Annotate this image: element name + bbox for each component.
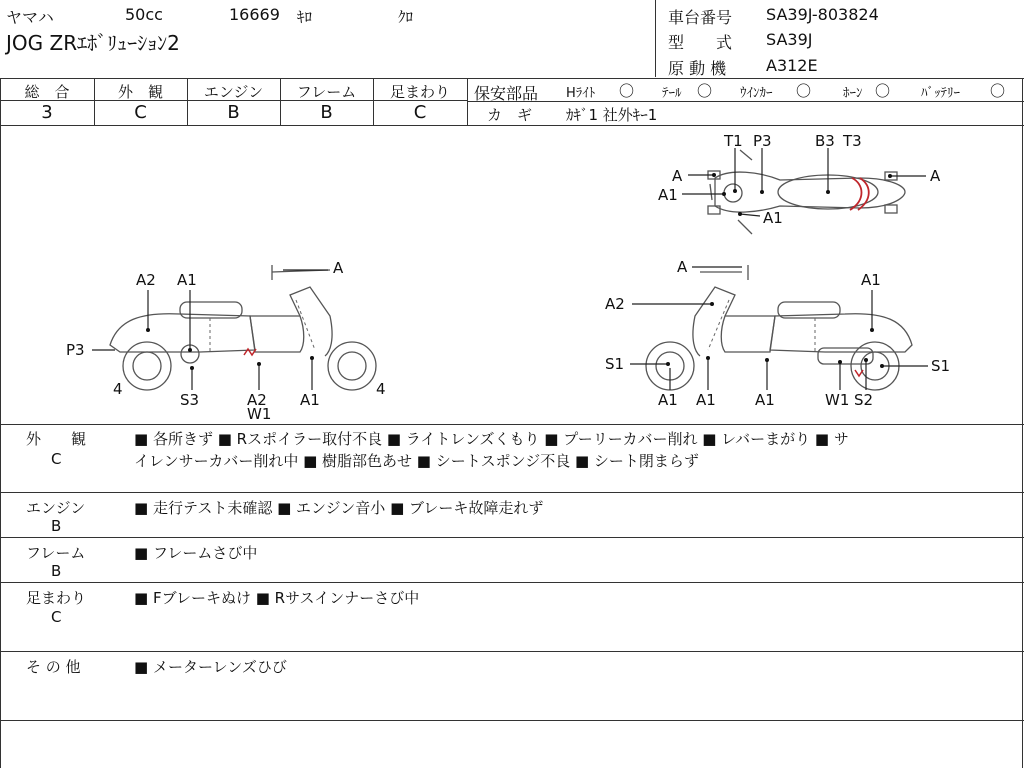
right-side-leaders xyxy=(630,267,928,390)
suspension-grade: C xyxy=(413,102,427,123)
header-divider xyxy=(655,0,656,77)
label-a1-top-lower: A1 xyxy=(763,209,783,227)
remark-frame-label: フレーム xyxy=(26,544,86,562)
grade-row-top-line xyxy=(0,78,1024,79)
engine-grade: B xyxy=(227,102,240,123)
frame-no-label: 車台番号 xyxy=(668,8,733,27)
remark-other-line-1: ■ メーターレンズひび xyxy=(134,658,287,676)
remark-exterior-line-1: ■ 各所きず ■ Rスポイラー取付不良 ■ ライトレンズくもり ■ プーリーカバー削れ ■ レバーまがり ■ サ xyxy=(134,430,849,448)
label-a1-right: A1 xyxy=(861,271,881,289)
remark-suspension-grade: C xyxy=(51,608,62,626)
scooter-damage-diagram xyxy=(0,126,1024,424)
safety-battery: ﾊﾞｯﾃﾘｰ xyxy=(921,86,960,101)
engine-label: 原 動 機 xyxy=(668,59,727,78)
remark-engine-grade: B xyxy=(51,517,62,535)
engine-value: A312E xyxy=(766,56,818,75)
engine-grade-label: エンジン xyxy=(203,83,264,101)
safety-battery-mark: 〇 xyxy=(990,82,1006,100)
label-w1-left: W1 xyxy=(247,405,272,423)
label-a2-right: A2 xyxy=(605,295,625,313)
safety-tail: ﾃｰﾙ xyxy=(662,86,682,101)
label-a1-right-floor: A1 xyxy=(755,391,775,409)
remark-frame-grade: B xyxy=(51,562,62,580)
label-s1-right-rear: S1 xyxy=(931,357,951,375)
label-a1-left: A1 xyxy=(177,271,197,289)
safety-tail-mark: 〇 xyxy=(697,82,713,100)
safety-winker: ｳｲﾝｶｰ xyxy=(740,86,773,101)
type-value: SA39J xyxy=(766,30,813,49)
label-4-left-front: 4 xyxy=(113,380,123,398)
safety-headlight: Hﾗｲﾄ xyxy=(566,86,596,101)
top-view-scooter xyxy=(708,150,905,234)
safety-row-mid-line xyxy=(467,101,1024,102)
label-a2-left: A2 xyxy=(136,271,156,289)
grade-divider xyxy=(467,78,468,125)
remark-suspension-line-1: ■ Fブレーキぬけ ■ Rサスインナーさび中 xyxy=(134,589,420,607)
remark-divider xyxy=(0,537,1024,538)
remark-exterior-label: 外 観 xyxy=(26,430,87,448)
displacement: 50cc xyxy=(125,5,163,24)
frame-left-border xyxy=(0,78,1,768)
label-s2-right: S2 xyxy=(854,391,874,409)
mileage: 16669 xyxy=(229,5,280,24)
suspension-grade-label: 足まわり xyxy=(389,83,450,101)
remark-divider xyxy=(0,492,1024,493)
mileage-unit: ｷﾛ xyxy=(297,8,313,26)
key-label: カ ギ xyxy=(487,106,533,124)
color: ｸﾛ xyxy=(398,8,414,26)
remark-divider xyxy=(0,582,1024,583)
key-value: ｶｷﾞ1 社外ｷｰ1 xyxy=(566,106,658,124)
label-a1-right-mid: A1 xyxy=(696,391,716,409)
label-a2-left-lower: A2 xyxy=(247,391,267,409)
label-p3-left: P3 xyxy=(66,341,85,359)
label-s1-right-front: S1 xyxy=(605,355,625,373)
remark-divider xyxy=(0,720,1024,721)
label-a1-left-lower: A1 xyxy=(300,391,320,409)
remark-exterior-line-2: イレンサーカバー削れ中 ■ 樹脂部色あせ ■ シートスポンジ不良 ■ シート閉まらず xyxy=(134,452,699,470)
type-label: 型 式 xyxy=(668,33,733,52)
safety-winker-mark: 〇 xyxy=(796,82,812,100)
frame-grade-label: フレーム xyxy=(296,83,357,101)
remark-other-label: そ の 他 xyxy=(26,658,81,676)
safety-headlight-mark: 〇 xyxy=(619,82,635,100)
remark-divider xyxy=(0,651,1024,652)
label-t3: T3 xyxy=(843,132,862,150)
label-a-top-right: A xyxy=(930,167,941,185)
label-w1-right: W1 xyxy=(825,391,850,409)
remark-suspension-label: 足まわり xyxy=(26,589,87,607)
label-a-top-left: A xyxy=(672,167,683,185)
remark-exterior-grade: C xyxy=(51,450,62,468)
frame-grade: B xyxy=(320,102,333,123)
model-name: JOG ZRｴﾎﾞﾘｭｰｼｮﾝ2 xyxy=(6,31,180,55)
exterior-grade: C xyxy=(134,102,147,123)
label-a1-top: A1 xyxy=(658,186,678,204)
frame-no: SA39J-803824 xyxy=(766,5,879,24)
label-4-left-rear: 4 xyxy=(376,380,386,398)
diagram-bottom-line xyxy=(0,424,1024,425)
label-a-left: A xyxy=(333,259,344,277)
exterior-label: 外 観 xyxy=(117,83,163,101)
remark-frame-line-1: ■ フレームさび中 xyxy=(134,544,258,562)
remark-engine-label: エンジン xyxy=(26,499,86,517)
safety-horn: ﾎｰﾝ xyxy=(843,86,863,101)
remark-engine-line-1: ■ 走行テスト未確認 ■ エンジン音小 ■ ブレーキ故障走れず xyxy=(134,499,544,517)
label-a1-right-front: A1 xyxy=(658,391,678,409)
label-s3-left: S3 xyxy=(180,391,200,409)
label-t1: T1 xyxy=(724,132,743,150)
overall-grade: 3 xyxy=(41,102,53,123)
label-p3: P3 xyxy=(753,132,772,150)
overall-label: 総 合 xyxy=(24,83,70,101)
maker: ヤマハ xyxy=(6,8,54,27)
label-b3: B3 xyxy=(815,132,835,150)
frame-right-border xyxy=(1022,78,1023,768)
label-a-right: A xyxy=(677,258,688,276)
safety-label: 保安部品 xyxy=(474,84,539,103)
safety-horn-mark: 〇 xyxy=(875,82,891,100)
